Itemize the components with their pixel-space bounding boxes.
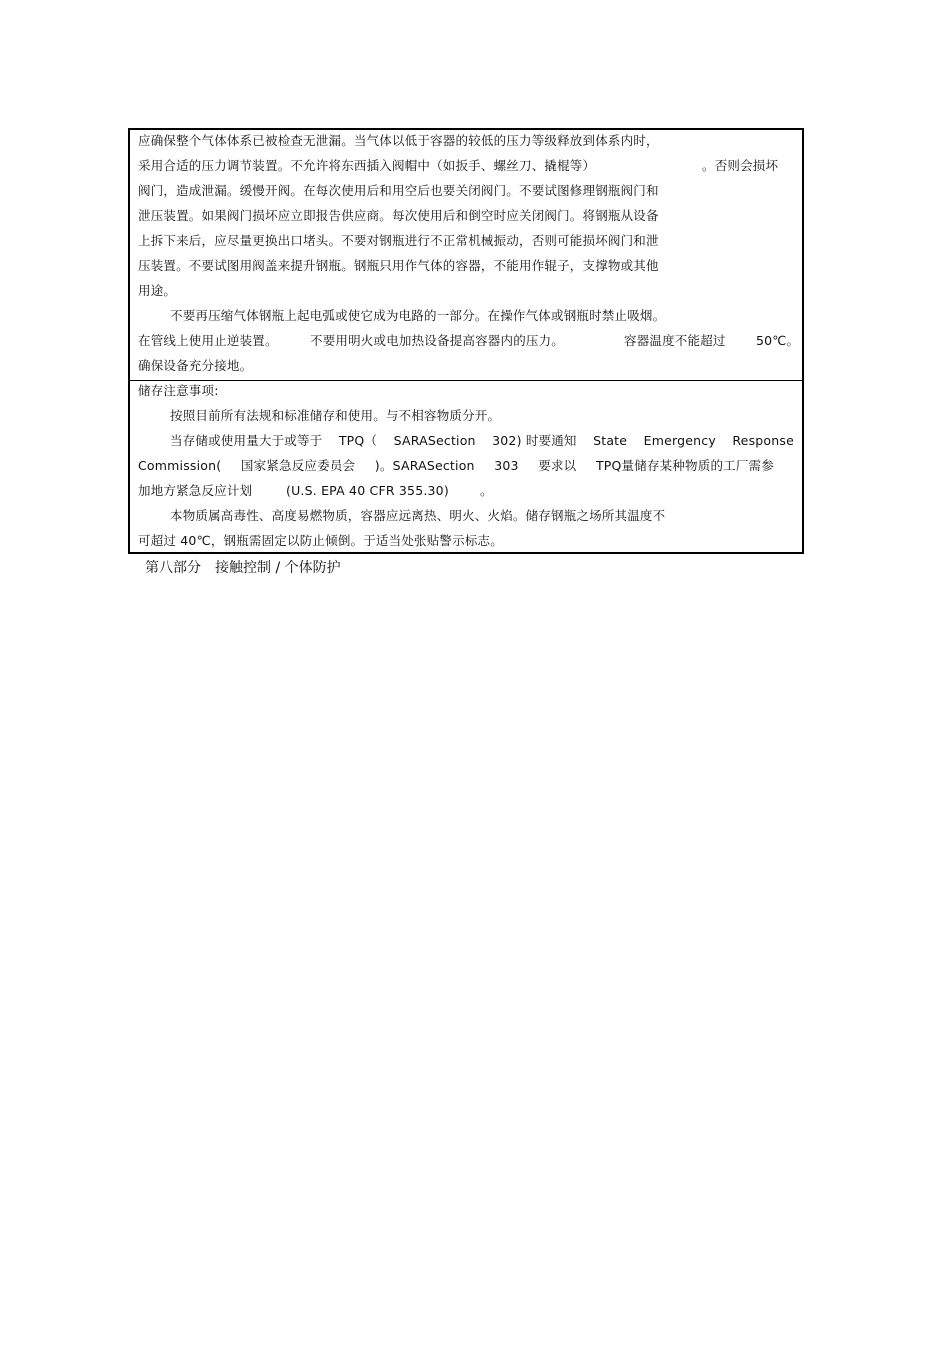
section-number: 第八部分 [145, 560, 201, 576]
msds-table [128, 128, 804, 554]
text-line: 采用合适的压力调节装置。不允许将东西插入阀帽中（如扳手、螺丝刀、撬棍等） [138, 158, 596, 173]
text-line: 泄压装置。如果阀门损坏应立即报告供应商。每次使用后和倒空时应关闭阀门。将钢瓶从设备 [138, 208, 659, 223]
text-line: 应确保整个气体体系已被检查无泄漏。当气体以低于容器的较低的压力等级释放到体系内时， [138, 133, 659, 148]
text-line-justified: Commission( 国家紧急反应委员会 )。SARASection 303 要求以 TPQ量储存某种物质的工厂需参 [138, 458, 774, 473]
text-line: 按照目前所有法规和标准储存和使用。与不相容物质分开。 [170, 408, 501, 423]
text-line: 。 [480, 483, 493, 498]
text-line: 50℃。 [756, 333, 800, 348]
text-line: 加地方紧急反应计划 [138, 483, 253, 498]
text-line: 在管线上使用止逆装置。 [138, 333, 278, 348]
text-line: 可超过 40℃，钢瓶需固定以防止倾倒。于适当处张贴警示标志。 [138, 533, 503, 548]
text-line-justified: 当存储或使用量大于或等于 TPQ（ SARASection 302) 时要通知 State Emergency Response [170, 433, 794, 448]
text-line: 容器温度不能超过 [624, 333, 726, 348]
text-line: 确保设备充分接地。 [138, 358, 253, 373]
text-line: 。否则会损坏 [702, 158, 779, 173]
section-title-text: 接触控制 / 个体防护 [215, 560, 341, 576]
text-line: 压装置。不要试图用阀盖来提升钢瓶。钢瓶只用作气体的容器，不能用作辊子，支撑物或其他 [138, 258, 659, 273]
handling-precautions-cell [130, 130, 802, 381]
text-line: 本物质属高毒性、高度易燃物质，容器应远离热、明火、火焰。储存钢瓶之场所其温度不 [170, 508, 666, 523]
text-line: 不要用明火或电加热设备提高容器内的压力。 [310, 333, 565, 348]
text-line: (U.S. EPA 40 CFR 355.30) [286, 483, 449, 498]
text-line: 不要再压缩气体钢瓶上起电弧或使它成为电路的一部分。在操作气体或钢瓶时禁止吸烟。 [170, 308, 666, 323]
text-line: 上拆下来后，应尽量更换出口堵头。不要对钢瓶进行不正常机械振动，否则可能损坏阀门和泄 [138, 233, 659, 248]
section-heading [145, 559, 341, 577]
text-line: 阀门，造成泄漏。缓慢开阀。在每次使用后和用空后也要关闭阀门。不要试图修理钢瓶阀门和 [138, 183, 659, 198]
text-line: 用途。 [138, 283, 177, 298]
storage-heading: 储存注意事项: [138, 383, 219, 398]
storage-precautions-cell [130, 381, 802, 552]
